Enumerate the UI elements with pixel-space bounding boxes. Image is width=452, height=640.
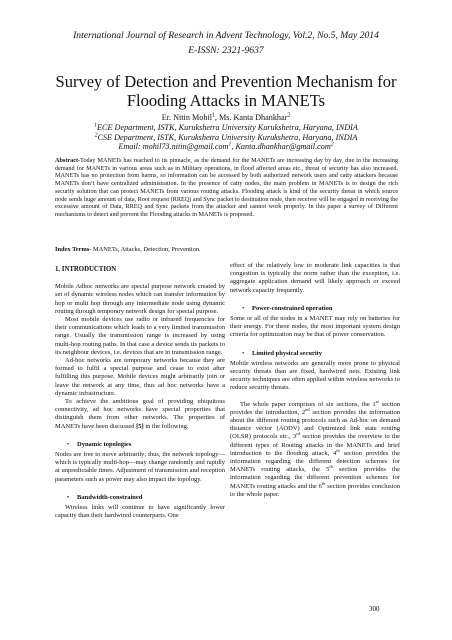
limited-physical-security-text: Mobile wireless networks are generally more prone to physical security threats than are fixed, hardwired nets. Existing link security techniques are often applied within wireless networks to reduce security threats. (230, 359, 400, 392)
bandwidth-continued-text: effect of the relatively low to moderate link capacities is that congestion is typically the norm rather than the exception, i.e. aggregate application demand will likely approach or exceed network capacity frequently. (230, 262, 400, 294)
subheading-power-constrained: • Power-constrained operation (230, 305, 400, 313)
subheading-bandwidth-constrained: • Bandwidth-constrained (55, 494, 225, 502)
affiliation-1: $^1$ECE Department, ISTK, Kurukshetra University Kurukshetra, Haryana, INDIA (94, 122, 358, 132)
intro-paragraph-2: Most mobile devices use radio or infrared frequencies for their communications which leads to a very limited transmission range. Usually the transmission range is increased by using multi-hop routing paths. In that case a device sends its packets to its neighbour devices, i.e. devices that are in transmission range. (55, 316, 225, 356)
right-column (230, 262, 400, 499)
index-terms (55, 246, 398, 254)
paper-title (40, 72, 412, 110)
power-constrained-text: Some or all of the nodes in a MANET may rely on batteries for their energy. For these nodes, the most important system design criteria for optimization may be that of power conservation. (230, 315, 400, 339)
author-block (0, 113, 452, 152)
abstract-label: Abstract- (55, 157, 81, 164)
affiliation-2: $^2$CSE Department, ISTK, Kurukshetra University Kurukshetra, Haryana, INDIA (94, 131, 358, 142)
author-emails: Email: mohil73.nitin@gmail.com$^1$, Kanta.dhankhar@gmail.com$^2$ (118, 141, 334, 152)
intro-paragraph-1: Mobile Adhoc networks are special purpose network created by set of dynamic wireless nodes which can transfer information by hop or multi hop through any intermediate node using dynamic routing through temporary network design for special purpose. (55, 283, 225, 315)
author-names: Er. Nitin Mohil$^1$, Ms. Kanta Dhankhar$^2$ (161, 112, 291, 122)
paper-organization-paragraph: The whole paper comprises of six sections, the 1st section provides the introduction, 2nd section provides the information about the different routing protocols such as Ad-hoc on demand distance vector (AODV) and Optimized link state routing (OLSR) protocols etc., 3rd section provides the overview to the different types of Routing attacks in the MANETs and brief introduction to the flooding attack, 4th section provides the information regarding the different detection schemes for MANETs routing attacks, the 5th section provides the information regarding the different prevention schemes for MANETs routing attacks and the 6th section provides conclusion to the whole paper. (230, 398, 400, 498)
abstract (55, 157, 398, 219)
title-line-2: Flooding Attacks in MANETs (126, 91, 326, 110)
intro-paragraph-4: To achieve the ambitious goal of providing ubiquitous connectivity, ad hoc networks have special properties that distinguish them from other networks. The properties of MANETs have been discussed [5] in the following. (55, 398, 225, 430)
bandwidth-constrained-text: Wireless links will continue to have significantly lower capacity than their hardwired counterparts. One (55, 504, 225, 520)
issn-header: E-ISSN: 2321-9637 (188, 45, 264, 56)
subheading-dynamic-topologies: • Dynamic topologies (55, 441, 225, 449)
intro-paragraph-3: Ad-hoc networks are temporary networks because they are formed to fulfil a special purpose and cease to exist after fulfilling this purpose. Mobile devices might arbitrarily join or leave the network at any time, thus ad hoc networks have a dynamic infrastructure. (55, 357, 225, 397)
abstract-text: Today MANETs has reached to its pinnacle, as the demand for the MANETs are increasing day by day, due to the increasing demand for MANETs in various areas such as in Military operations, in flood affected areas etc., threat of security has also increased. MANETs has no protection from harms, so information can be accessed by both authorized network users and catty attackers because MANETs don’t have centralized administration. In the presence of catty nodes, the main problem in MANETs is to design the rich security solution that can protect MANETs from various routing attacks. Flooding attack is kind of the security threat in which source node sends huge amount of data, Root request (RREQ) and Sync packet to destination node, then receiver will be engaged in receiving the excessive amount of Data, RREQ and Sync packets from the attacker and cannot work properly. In this paper a survey of Different mechanisms to detect and prevent the Flooding attacks in MANETs is proposed. (55, 157, 398, 218)
page-number: 300 (369, 605, 380, 613)
left-column (55, 266, 225, 520)
dynamic-topologies-text: Nodes are free to move arbitrarily; thus, the network topology—which is typically multi-hop—may change randomly and rapidly at unpredictable times. Adjustment of transmission and reception parameters such as power may also impact the topology. (55, 451, 225, 483)
index-terms-label: Index Terms- (55, 246, 92, 253)
index-terms-text: MANETs, Attacks, Detection, Prevention. (91, 246, 201, 253)
section-heading-introduction: 1. INTRODUCTION (55, 266, 117, 273)
title-line-1: Survey of Detection and Prevention Mechanism for (55, 72, 397, 91)
journal-header: International Journal of Research in Advent Technology, Vol.2, No.5, May 2014 (73, 30, 379, 41)
subheading-limited-physical-security: • Limited physical security (230, 350, 400, 358)
